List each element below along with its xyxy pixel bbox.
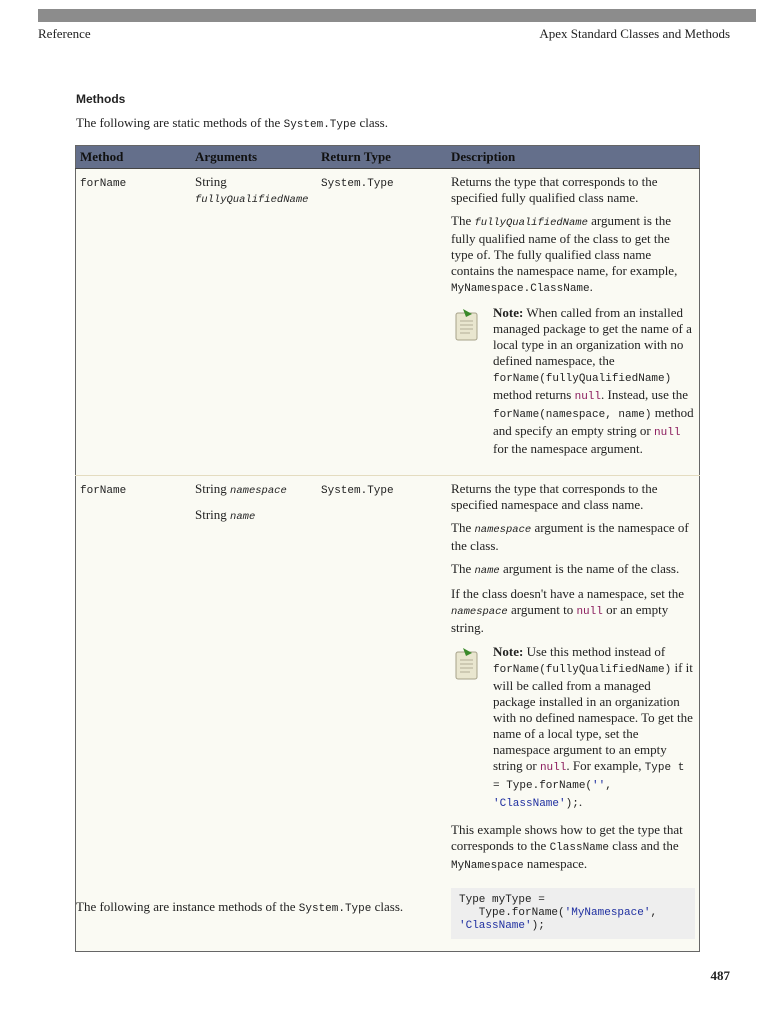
intro-text: The following are static methods of the System.Type class.: [76, 115, 388, 131]
table-row: [76, 476, 700, 952]
header-bar: [38, 9, 756, 22]
code-sample: Type myType = Type.forName('MyNamespace', 'ClassName');: [451, 888, 695, 939]
column-header-arguments: Arguments: [191, 146, 317, 169]
note-callout: Note: Use this method instead of forName(fullyQualifiedName) if it will be called from a managed package installed in an organization with no defined namespace. To get the name of a local type, set the namespace argument to an empty string or null. For example, Type t = Type.forName('', 'ClassName');.: [451, 644, 695, 812]
column-header-method: Method: [76, 146, 192, 169]
description-cell: Returns the type that corresponds to the specified namespace and class name. The namespace argument is the namespace of the class. The name argument is the name of the class. If the class doesn't have a namespace, set the namespace argument to null or an empty string. Note: Use this method instead of forName(fullyQualifiedName) if it will be called from a managed package installed in an organization with no defined namespace. To get the name of a local type, set the namespace argument to an empty string or null. For example, Type t = Type.forName('', 'ClassName');. This example shows how to get the type that corresponds to the ClassName class and the MyNamespace namespace. Type myType = Type.forName('MyNamespace', 'ClassName');: [447, 476, 700, 952]
note-icon: [453, 307, 481, 343]
column-header-return-type: Return Type: [317, 146, 447, 169]
method-cell: forName: [76, 169, 192, 476]
table-row: [76, 169, 700, 476]
table-header-row: [76, 146, 700, 169]
method-cell: forName: [80, 485, 127, 497]
methods-table: [75, 145, 700, 952]
running-header-right: Apex Standard Classes and Methods: [539, 26, 730, 41]
arguments-cell: String namespace String name: [195, 481, 287, 523]
note-icon: [453, 646, 481, 682]
page-number: 487: [710, 968, 730, 983]
arguments-cell: String fullyQualifiedName: [191, 169, 317, 476]
outro-text: The following are instance methods of the System.Type class.: [76, 899, 404, 915]
return-type-cell: System.Type: [321, 485, 394, 497]
running-header-left: Reference: [38, 26, 91, 41]
section-title: Methods: [76, 92, 126, 106]
note-callout: Note: When called from an installed managed package to get the name of a local type in an organization with no defined namespace, the forName(fullyQualifiedName) method returns null. Instead, use the forName(namespace, name) method and specify an empty string or null for the namespace argument.: [451, 305, 695, 457]
return-type-cell: System.Type: [317, 169, 447, 476]
column-header-description: Description: [447, 146, 700, 169]
description-cell: Returns the type that corresponds to the specified fully qualified class name. The fullyQualifiedName argument is the fully qualified name of the class to get the type of. The fully qualified class name contains the namespace name, for example, MyNamespace.ClassName. Note: When called from an installed managed package to get the name of a local type in an organization with no defined namespace, the forName(fullyQualifiedName) method returns null. Instead, use the forName(namespace, name) method and specify an empty string or null for the namespace argument.: [447, 169, 700, 476]
